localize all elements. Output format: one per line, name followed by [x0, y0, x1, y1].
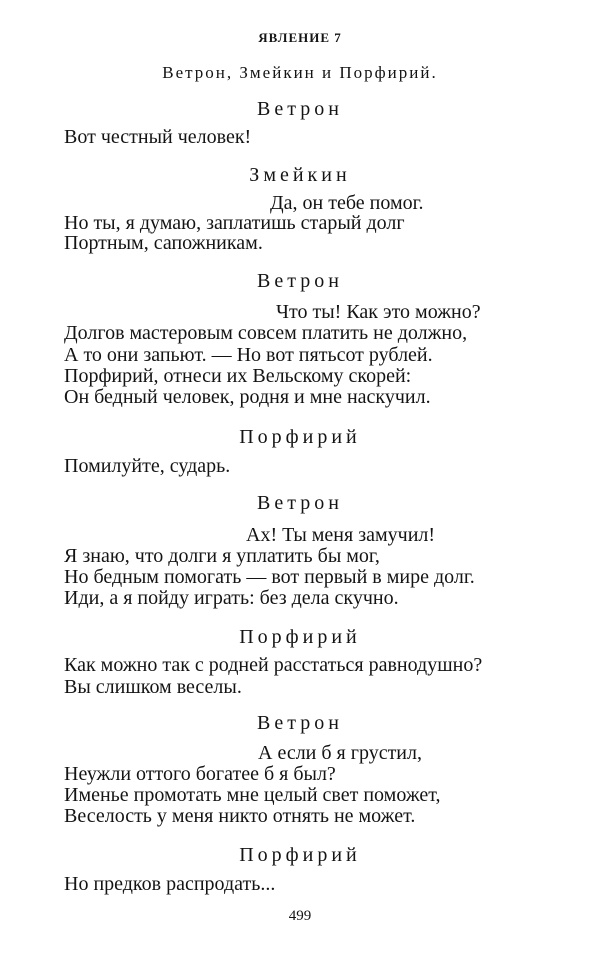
verse-line: Помилуйте, сударь.	[64, 455, 231, 477]
speaker-name: Ветрон	[257, 492, 343, 514]
verse-line: Ах! Ты меня замучил!	[246, 524, 436, 546]
speaker-name: Порфирий	[239, 626, 361, 648]
verse-line: Вот честный человек!	[64, 126, 252, 148]
verse-line: Неужли оттого богатее б я был?	[64, 763, 336, 785]
speaker-name: Ветрон	[257, 98, 343, 120]
verse-line: Портным, сапожникам.	[64, 232, 263, 254]
page-number: 499	[288, 908, 312, 924]
speaker-name: Ветрон	[257, 712, 343, 734]
verse-line: Порфирий, отнеси их Вельскому скорей:	[64, 365, 412, 387]
speaker-name: Змейкин	[249, 164, 351, 186]
verse-line: Вы слишком веселы.	[64, 676, 242, 698]
speaker-name: Порфирий	[239, 426, 361, 448]
verse-line: Как можно так с родней расстаться равнодушно?	[64, 654, 483, 676]
verse-line: Иди, а я пойду играть: без дела скучно.	[64, 587, 399, 609]
verse-line: Именье промотать мне целый свет поможет,	[64, 784, 441, 806]
verse-line: Но бедным помогать — вот первый в мире долг.	[64, 566, 475, 588]
verse-line: Веселость у меня никто отнять не может.	[64, 805, 416, 827]
verse-line: Долгов мастеровым совсем платить не должно,	[64, 322, 468, 344]
speaker-name: Порфирий	[239, 844, 361, 866]
verse-line: А то они запьют. — Но вот пятьсот рублей.	[64, 344, 433, 366]
scene-heading: ЯВЛЕНИЕ 7	[258, 30, 342, 45]
verse-line: А если б я грустил,	[258, 742, 422, 764]
verse-line: Но ты, я думаю, заплатишь старый долг	[64, 212, 405, 234]
speaker-name: Ветрон	[257, 270, 343, 292]
verse-line: Что ты! Как это можно?	[276, 301, 481, 323]
verse-line: Я знаю, что долги я уплатить бы мог,	[64, 545, 380, 567]
scene-cast-list: Ветрон, Змейкин и Порфирий.	[162, 63, 438, 82]
verse-line: Но предков распродать...	[64, 873, 276, 895]
verse-line: Он бедный человек, родня и мне наскучил.	[64, 386, 431, 408]
verse-line: Да, он тебе помог.	[270, 192, 424, 214]
